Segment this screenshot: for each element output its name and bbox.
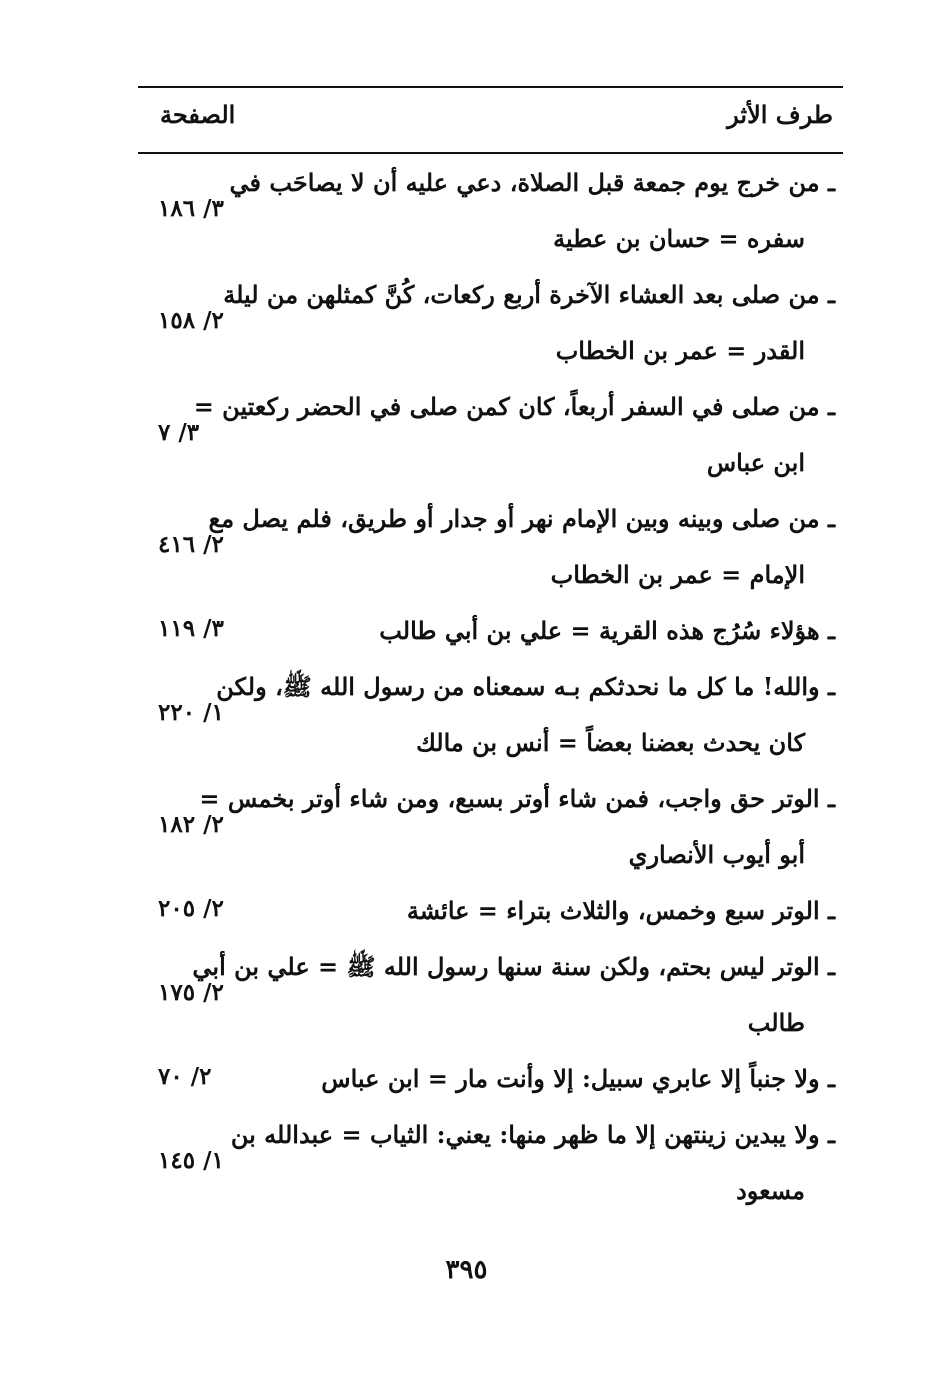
entry-text <box>229 155 835 267</box>
top-rule <box>138 86 843 88</box>
entry-text <box>199 771 835 883</box>
header-rule <box>138 152 843 154</box>
entry-page-ref: ١/ ٢٢٠ <box>158 699 224 726</box>
entry-line: ابن عباس <box>706 448 805 477</box>
entry-line: ـ من صلى وبينه وبين الإمام نهر أو جدار أو طريق، فلم يصل مع <box>208 504 835 533</box>
entry-page-ref: ٣/ ١١٩ <box>158 615 224 642</box>
entry-page-ref: ٣/ ٧ <box>158 419 200 446</box>
entry-page-ref: ٢/ ٤١٦ <box>158 531 224 558</box>
entry-line: الإمام = عمر بن الخطاب <box>550 560 805 589</box>
entry-line: القدر = عمر بن الخطاب <box>555 336 805 365</box>
entry-line: كان يحدث بعضنا بعضاً = أنس بن مالك <box>416 728 805 757</box>
entry-page-ref: ٣/ ١٨٦ <box>158 195 224 222</box>
index-entry <box>140 1051 835 1107</box>
entry-line: ـ الوتر سبع وخمس، والثلاث بتراء = عائشة <box>406 896 835 925</box>
entry-line: ـ من صلى في السفر أربعاً، كان كمن صلى في الحضر ركعتين = <box>193 392 835 421</box>
entry-line: ـ والله! ما كل ما نحدثكم بـه سمعناه من رسول الله ﷺ، ولكن <box>216 672 835 701</box>
entry-line: سفره = حسان بن عطية <box>553 224 805 253</box>
index-entry <box>140 659 835 771</box>
entry-line: ـ الوتر ليس بحتم، ولكن سنة سنها رسول الله ﷺ = علي بن أبي <box>192 952 835 981</box>
entry-page-ref: ١/ ١٤٥ <box>158 1147 224 1174</box>
index-entry <box>140 379 835 491</box>
entry-text <box>265 1051 835 1107</box>
entry-text <box>265 603 835 659</box>
entry-text <box>223 267 835 379</box>
index-entry <box>140 267 835 379</box>
index-entry <box>140 603 835 659</box>
entry-text <box>230 1107 835 1219</box>
entry-text <box>193 379 835 491</box>
column-header-page: الصفحة <box>160 100 236 129</box>
entry-line: مسعود <box>736 1176 805 1205</box>
index-entry <box>140 155 835 267</box>
column-header-text: طرف الأثر <box>727 100 833 129</box>
entry-line: ـ من خرج يوم جمعة قبل الصلاة، دعي عليه أن لا يصاحَب في <box>229 168 835 197</box>
entry-line: ـ ولا جنباً إلا عابري سبيل: إلا وأنت مار = ابن عباس <box>321 1064 835 1093</box>
index-entry <box>140 939 835 1051</box>
entry-text <box>208 491 835 603</box>
page-number: ٣٩٥ <box>445 1255 488 1285</box>
entry-page-ref: ٢/ ١٨٢ <box>158 811 224 838</box>
entry-page-ref: ٢/ ١٥٨ <box>158 307 224 334</box>
entry-line: ـ من صلى بعد العشاء الآخرة أربع ركعات، كُنَّ كمثلهن من ليلة <box>223 280 835 309</box>
index-entry <box>140 883 835 939</box>
index-entry <box>140 1107 835 1219</box>
entry-page-ref: ٢/ ١٧٥ <box>158 979 224 1006</box>
entry-line: أبو أيوب الأنصاري <box>628 840 805 869</box>
entry-text <box>192 939 835 1051</box>
entry-text <box>216 659 835 771</box>
entry-line: ـ ولا يبدين زينتهن إلا ما ظهر منها: يعني: الثياب = عبدالله بن <box>230 1120 835 1149</box>
index-entry <box>140 771 835 883</box>
entry-line: ـ هؤلاء سُرُج هذه القرية = علي بن أبي طالب <box>379 616 835 645</box>
entry-page-ref: ٢/ ٢٠٥ <box>158 895 224 922</box>
entry-line: طالب <box>747 1008 805 1037</box>
entry-page-ref: ٢/ ٧٠ <box>158 1063 212 1090</box>
entry-line: ـ الوتر حق واجب، فمن شاء أوتر بسبع، ومن شاء أوتر بخمس = <box>199 784 835 813</box>
index-entry <box>140 491 835 603</box>
entry-text <box>265 883 835 939</box>
